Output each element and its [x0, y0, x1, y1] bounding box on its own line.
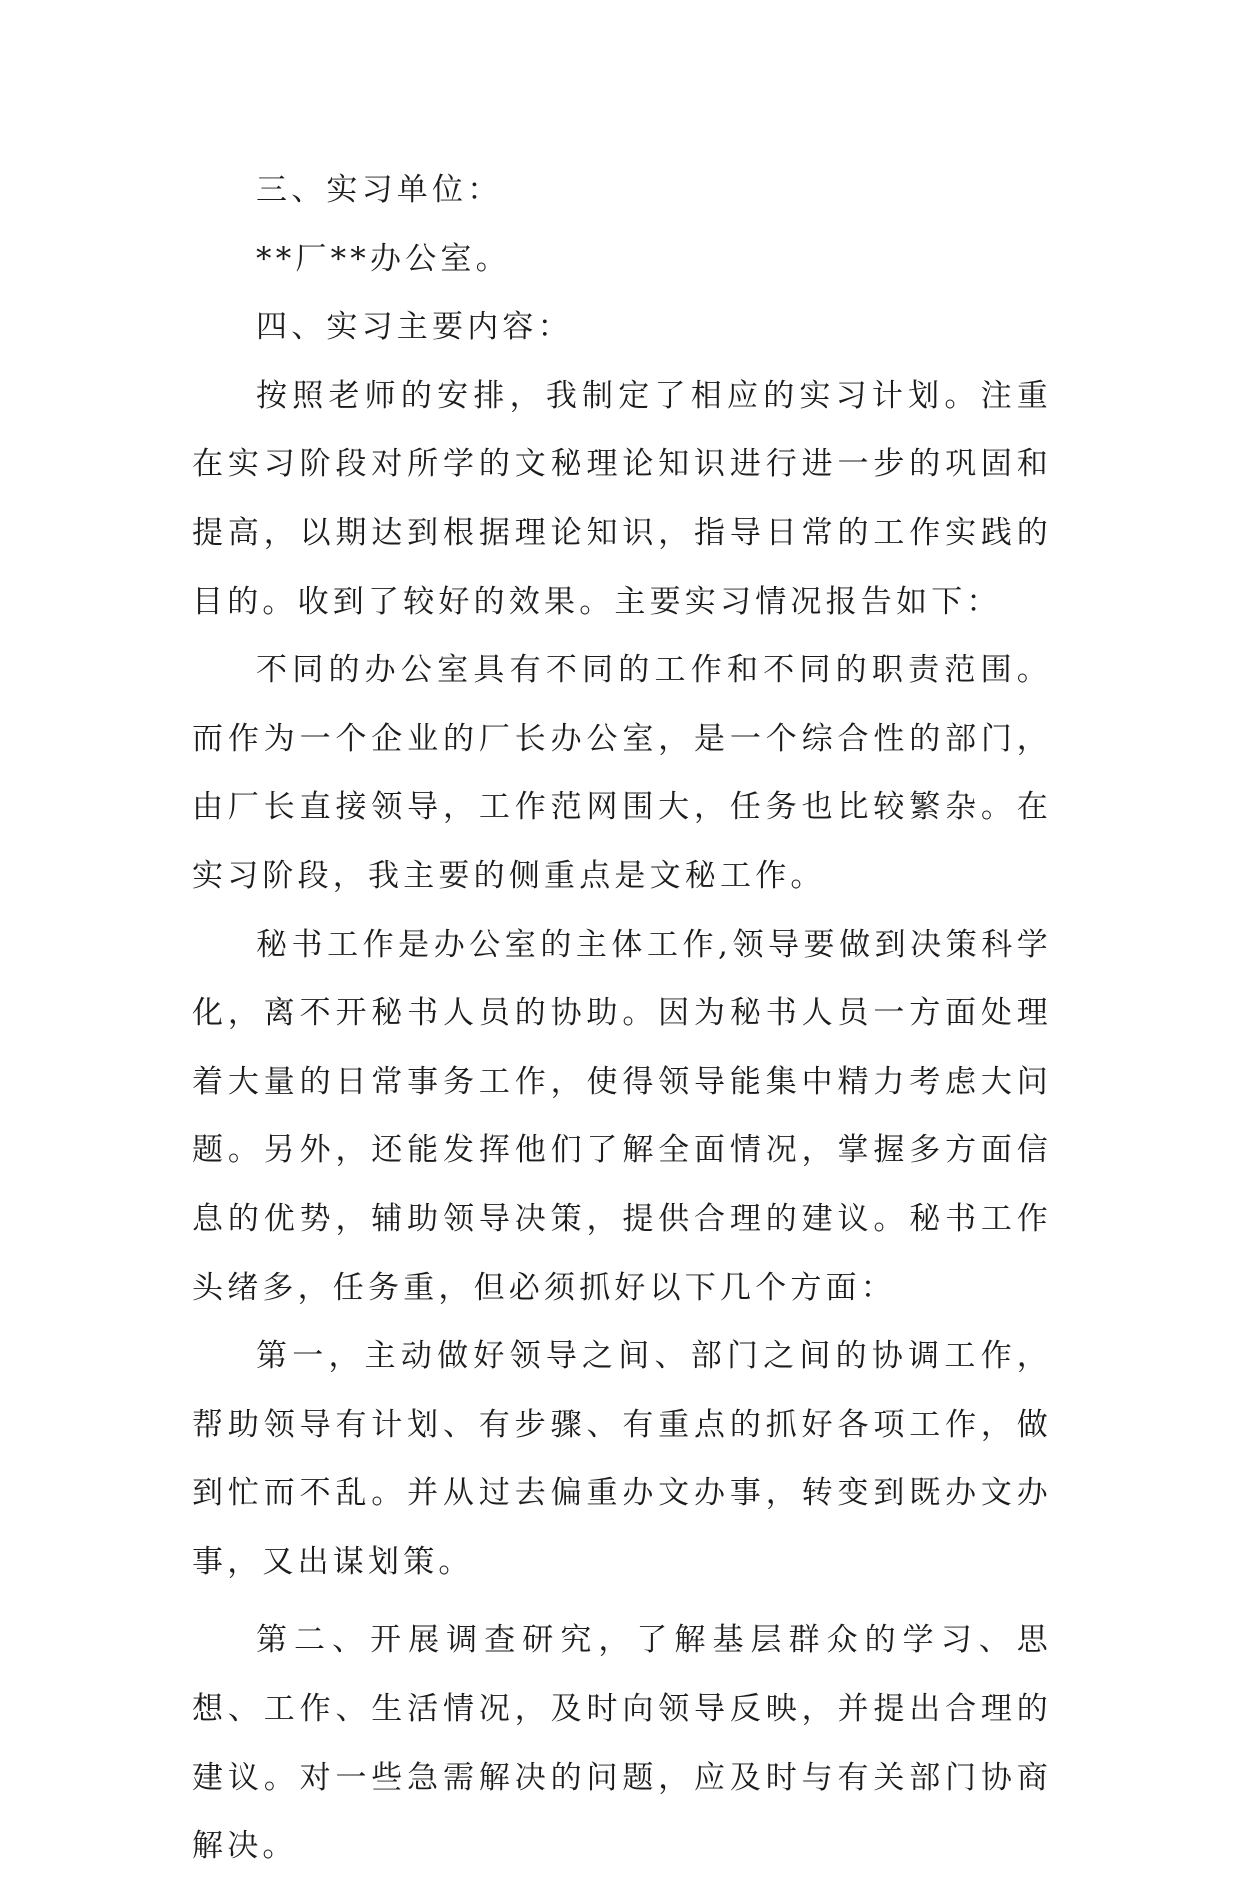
internship-unit-value: **厂**办公室。: [256, 240, 511, 277]
paragraph-plan: 按照老师的安排，我制定了相应的实习计划。注重在实习阶段对所学的文秘理论知识进行进一步的巩固和提高，以期达到根据理论知识，指导日常的工作实践的目的。收到了较好的效果。主要实习情况报告如下：: [192, 377, 1052, 620]
paragraph-office-duties: 不同的办公室具有不同的工作和不同的职责范围。而作为一个企业的厂长办公室，是一个综合性的部门，由厂长直接领导，工作范网围大，任务也比较繁杂。在实习阶段，我主要的侧重点是文秘工作。: [192, 652, 1052, 894]
paragraph-point-two: 第二、开展调查研究，了解基层群众的学习、思想、工作、生活情况，及时向领导反映，并提出合理的建议。对一些急需解决的问题，应及时与有关部门协商解决。: [192, 1622, 1052, 1865]
document-body: [192, 156, 1052, 1881]
heading-main-content: 四、实习主要内容：: [256, 309, 573, 346]
paragraph-point-one: 第一，主动做好领导之间、部门之间的协调工作，帮助领导有计划、有步骤、有重点的抓好各项工作，做到忙而不乱。并从过去偏重办文办事，转变到既办文办事，又出谋划策。: [192, 1338, 1052, 1580]
heading-internship-unit: 三、实习单位：: [256, 172, 503, 208]
paragraph-secretary-work: 秘书工作是办公室的主体工作,领导要做到决策科学化，离不开秘书人员的协助。因为秘书人员一方面处理着大量的日常事务工作，使得领导能集中精力考虑大问题。另外，还能发挥他们了解全面情况，掌握多方面信息的优势，辅助领导决策，提供合理的建议。秘书工作头绪多，任务重，但必须抓好以下几个方面：: [192, 926, 1052, 1306]
